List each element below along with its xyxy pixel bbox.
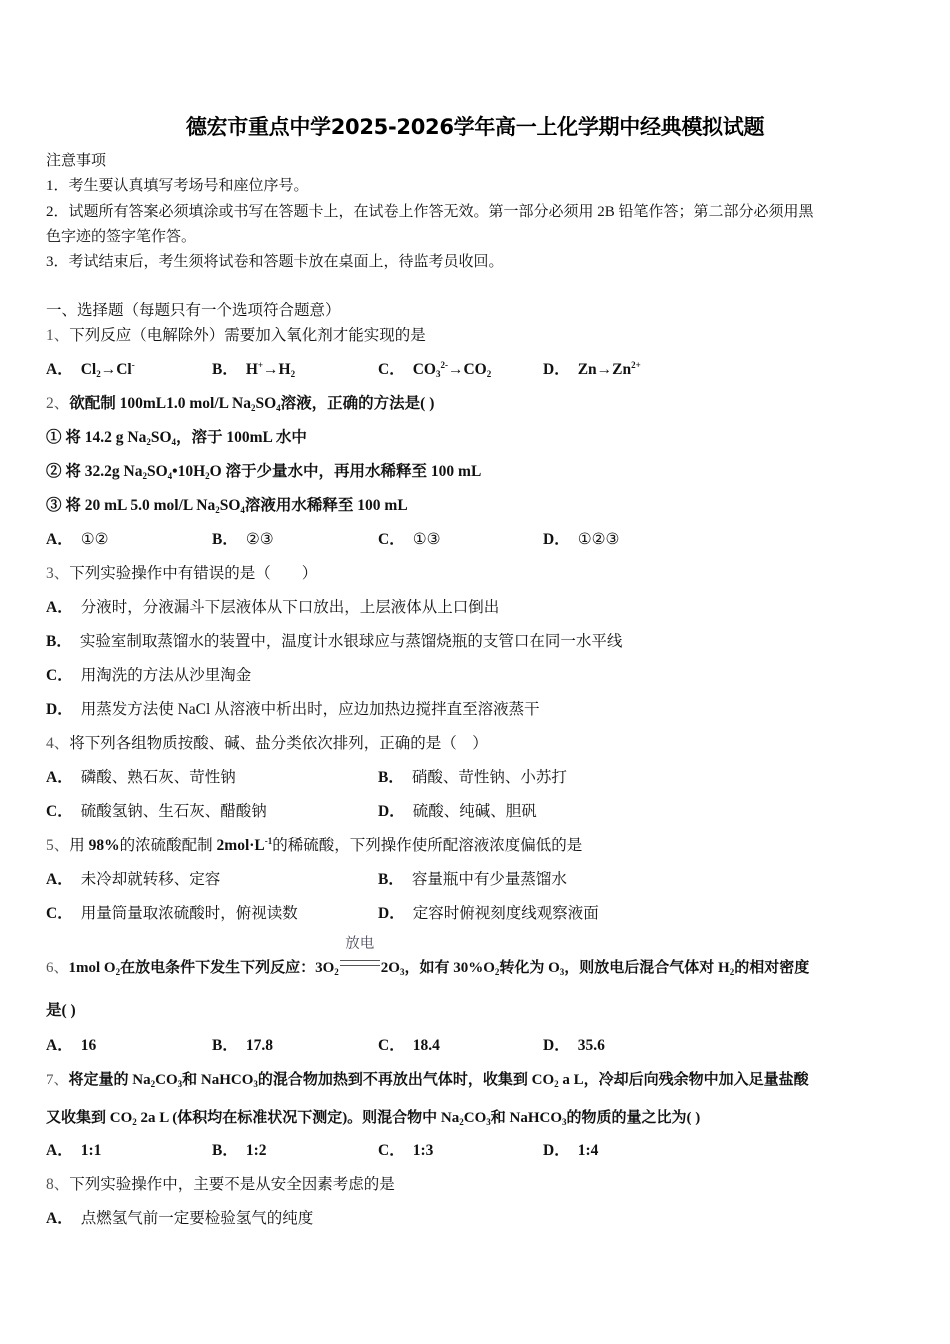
option-letter: D． — [543, 531, 570, 548]
q3-option-b[interactable] — [46, 632, 622, 652]
q5-option-d[interactable] — [378, 904, 599, 924]
option-letter: D． — [378, 803, 405, 820]
option-letter: B． — [378, 769, 404, 786]
q1-option-a[interactable] — [46, 360, 135, 380]
option-text: 硝酸、苛性钠、小苏打 — [411, 769, 567, 786]
q5-option-a[interactable] — [46, 870, 220, 890]
notice-item-3: 3．考试结束后，考生须将试卷和答题卡放在桌面上，待监考员收回。 — [46, 254, 504, 270]
option-text: 1:4 — [577, 1142, 599, 1159]
option-text: ①②③ — [577, 531, 620, 548]
option-text: 未冷却就转移、定容 — [80, 871, 221, 888]
reaction-condition: 放电 — [340, 952, 380, 972]
q2-method-2: ② 将 32.2g $Na_2SO_4•10H_2O$ 溶于少量水中，再用水稀释至 100 mL — [46, 463, 482, 481]
option-text: 硫酸氢钠、生石灰、醋酸钠 — [80, 803, 267, 820]
q4-option-a[interactable] — [46, 768, 236, 788]
q2-option-b[interactable] — [212, 530, 274, 550]
q2-option-d[interactable] — [543, 530, 619, 550]
option-letter: C． — [46, 803, 73, 820]
question-text: 用 98%的浓硫酸配制 $2mol\cdot L^{-1}$的稀硫酸，下列操作使所配溶液浓度偏低的是 — [69, 836, 583, 854]
option-letter: B． — [46, 633, 72, 650]
question-6-stem-tail: 是( ) — [46, 1002, 76, 1019]
option-letter: D． — [543, 1142, 570, 1159]
option-text: $H^+\to H_2$ — [245, 360, 296, 379]
notice-item-2-cont: 色字迹的签字笔作答。 — [46, 229, 197, 245]
question-8-stem — [46, 1175, 395, 1195]
question-3-stem — [46, 564, 317, 584]
q2-option-a[interactable] — [46, 530, 109, 550]
q7-option-a[interactable] — [46, 1141, 101, 1161]
question-number: 4、 — [46, 735, 70, 752]
option-text: 1:3 — [412, 1142, 434, 1159]
question-7-stem-cont: 又收集到 $CO_2$ 2a L (体积均在标准状况下测定)。则混合物中 $Na_2CO_3$和 NaHCO$_3$的物质的量之比为( ) — [46, 1110, 701, 1127]
q6-option-c[interactable] — [378, 1036, 440, 1056]
q6-option-a[interactable] — [46, 1036, 96, 1056]
option-text: 35.6 — [577, 1037, 605, 1054]
q1-option-d[interactable] — [543, 360, 641, 380]
option-letter: B． — [212, 1037, 238, 1054]
q7-option-d[interactable] — [543, 1141, 598, 1161]
option-letter: C． — [378, 1142, 405, 1159]
question-text: 下列实验操作中有错误的是（ ） — [69, 565, 318, 582]
option-text: 16 — [80, 1037, 97, 1054]
option-text: 1:2 — [245, 1142, 267, 1159]
q1-option-c[interactable] — [378, 360, 491, 380]
q3-option-a[interactable] — [46, 598, 499, 618]
option-letter: C． — [378, 531, 405, 548]
option-letter: D． — [46, 701, 73, 718]
option-letter: A． — [46, 1210, 73, 1227]
q2-method-3: ③ 将 20 mL 5.0 mol/L $Na_2SO_4$溶液用水稀释至 100 mL — [46, 497, 408, 515]
option-letter: A． — [46, 1037, 73, 1054]
option-letter: A． — [46, 599, 73, 616]
option-letter: D． — [378, 905, 405, 922]
option-text: 用淘洗的方法从沙里淘金 — [80, 667, 252, 684]
question-number: 6、 — [46, 960, 69, 976]
question-4-stem — [46, 734, 488, 754]
option-text: 分液时，分液漏斗下层液体从下口放出，上层液体从上口倒出 — [80, 599, 500, 616]
option-text: 1:1 — [80, 1142, 102, 1159]
option-text: 容量瓶中有少量蒸馏水 — [411, 871, 567, 888]
option-letter: B． — [212, 361, 238, 378]
question-number: 3、 — [46, 565, 70, 582]
q2-option-c[interactable] — [378, 530, 441, 550]
equals-sign-icon — [340, 960, 380, 966]
q2-method-1: ① 将 14.2 g $Na_2SO_4$，溶于 100mL 水中 — [46, 429, 307, 447]
question-1-stem — [46, 326, 426, 346]
q1-option-b[interactable] — [212, 360, 295, 380]
notice-item-1: 1．考生要认真填写考场号和座位序号。 — [46, 178, 309, 194]
option-text: 用蒸发方法使 NaCl 从溶液中析出时，应边加热边搅拌直至溶液蒸干 — [80, 701, 540, 718]
option-text: 17.8 — [245, 1037, 273, 1054]
question-number: 8、 — [46, 1176, 70, 1193]
question-number: 5、 — [46, 837, 70, 854]
notice-item-2: 2．试题所有答案必须填涂或书写在答题卡上，在试卷上作答无效。第一部分必须用 2B 铅笔作答；第二部分必须用黑 — [46, 204, 814, 220]
question-2-stem — [46, 394, 434, 414]
option-text: ②③ — [245, 531, 274, 548]
option-letter: B． — [212, 1142, 238, 1159]
question-7-stem: 7、将定量的 $Na_2CO_3$和 NaHCO$_3$的混合物加热到不再放出气体时，收集到 $CO_2$ a L，冷却后向残余物中加入足量盐酸 — [46, 1072, 809, 1089]
option-text: 磷酸、熟石灰、苛性钠 — [80, 769, 236, 786]
question-text: 下列反应（电解除外）需要加入氧化剂才能实现的是 — [69, 327, 426, 344]
option-letter: A． — [46, 871, 73, 888]
page-title: 德宏市重点中学2025-2026学年高一上化学期中经典模拟试题 — [185, 115, 765, 139]
option-letter: A． — [46, 769, 73, 786]
option-letter: C． — [378, 361, 405, 378]
option-letter: D． — [543, 1037, 570, 1054]
q6-option-b[interactable] — [212, 1036, 273, 1056]
q5-option-c[interactable] — [46, 904, 298, 924]
section-heading: 一、选择题（每题只有一个选项符合题意） — [46, 302, 341, 319]
q7-option-b[interactable] — [212, 1141, 267, 1161]
q3-option-c[interactable] — [46, 666, 251, 686]
question-6-stem: 6、1mol $O_2$在放电条件下发生下列反应：$3O_2$ 放电 $2O_3$，如有 $30\%O_2$转化为 $O_3$，则放电后混合气体对 $H_2$的相对密度 — [46, 936, 810, 977]
q7-option-c[interactable] — [378, 1141, 433, 1161]
option-text: 用量筒量取浓硫酸时，俯视读数 — [80, 905, 298, 922]
notice-heading: 注意事项 — [46, 153, 107, 169]
question-number: 2、 — [46, 395, 70, 412]
option-text: 定容时俯视刻度线观察液面 — [412, 905, 599, 922]
option-text: 硫酸、纯碱、胆矾 — [412, 803, 537, 820]
option-text: $Zn\to Zn^{2+}$ — [577, 360, 641, 378]
option-letter: C． — [46, 905, 73, 922]
option-text: 18.4 — [412, 1037, 440, 1054]
option-letter: D． — [543, 361, 570, 378]
q4-option-d[interactable] — [378, 802, 537, 822]
option-text: 实验室制取蒸馏水的装置中，温度计水银球应与蒸馏烧瓶的支管口在同一水平线 — [79, 633, 623, 650]
question-text: 欲配制 100mL1.0 mol/L $Na_2SO_4$溶液，正确的方法是( ) — [69, 395, 435, 413]
option-text: ①③ — [412, 531, 441, 548]
question-number: 7、 — [46, 1072, 69, 1088]
question-text: 下列实验操作中，主要不是从安全因素考虑的是 — [69, 1176, 395, 1193]
question-text: 将下列各组物质按酸、碱、盐分类依次排列，正确的是（ ） — [69, 735, 488, 752]
q3-option-d[interactable] — [46, 700, 540, 720]
option-letter: B． — [378, 871, 404, 888]
option-letter: A． — [46, 531, 73, 548]
q4-option-b[interactable] — [378, 768, 567, 788]
question-5-stem — [46, 836, 582, 856]
q5-option-b[interactable] — [378, 870, 567, 890]
option-letter: A． — [46, 361, 73, 378]
option-letter: C． — [46, 667, 73, 684]
q8-option-a[interactable] — [46, 1209, 313, 1229]
option-letter: A． — [46, 1142, 73, 1159]
q4-option-c[interactable] — [46, 802, 267, 822]
question-number: 1、 — [46, 327, 70, 344]
option-letter: B． — [212, 531, 238, 548]
option-text: $Cl_2\to Cl^-$ — [80, 360, 135, 379]
option-text: 点燃氢气前一定要检验氢气的纯度 — [80, 1210, 314, 1227]
option-text: ①② — [80, 531, 109, 548]
option-letter: C． — [378, 1037, 405, 1054]
q6-option-d[interactable] — [543, 1036, 605, 1056]
option-text: $CO_3^{2-}\to CO_2$ — [412, 360, 492, 379]
